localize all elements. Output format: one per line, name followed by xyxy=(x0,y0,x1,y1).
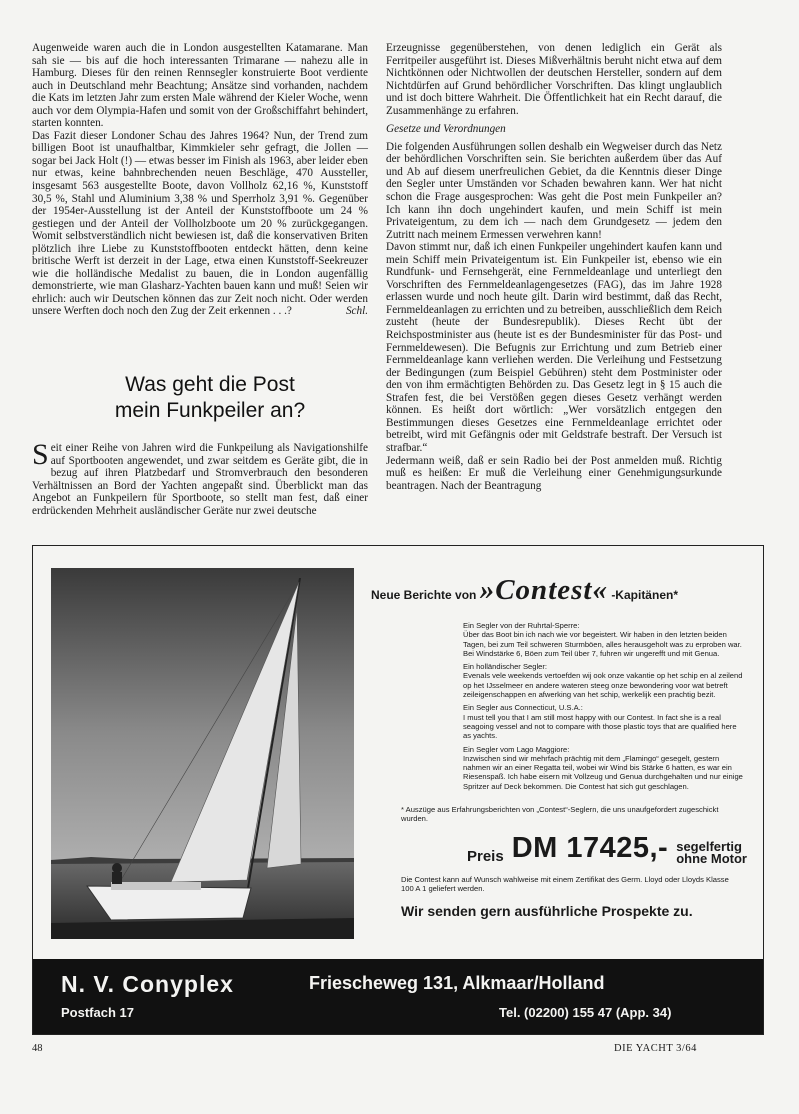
page-number: 48 xyxy=(32,1043,43,1054)
contest-advertisement xyxy=(32,545,764,1035)
article-paragraph: Davon stimmt nur, daß ich einen Funkpeiler ungehindert kaufen kann und mein Schiff mein Privateigentum ist. Ein Funkpeiler ist, ebenso wie ein Rundfunk- und Fernsehgerät, eine Fernmeldeanlage und unterliegt den Vorschriften des Fernmeldeanlagengesetzes (FAG), das im Jahre 1928 erlassen wurde und noch heute gilt. Darin wird bestimmt, daß das Recht, Fernmeldeanlagen zu errichten und zu betreiben, ausschließlich dem Reich zusteht (heute der Bundesrepublik). Dieses Recht übt der Reichspostminister aus (heute ist es der Bundesminister für das Post- und Fernmeldewesen). Die Befugnis zur Errichtung und zum Betrieb einer Fernmeldeanlage kann verliehen werden. Die Verleihung und Festsetzung der Bedingungen (zum Beispiel Gebühren) steht dem Postminister oder den von ihm ermächtigten Behörden zu. Das Gesetz legt in § 15 auch die Strafen fest, die bei Verstößen gegen dieses Gesetz verhängt werden können. Es heißt dort wörtlich: „Wer vorsätzlich entgegen den Bestimmungen dieses Gesetzes eine Fernmeldeanlage errichtet oder betreibt, wird mit Gefängnis oder mit Geldstrafe bestraft. Der Versuch ist strafbar.“ xyxy=(386,241,722,454)
testimonial-author: Ein Segler aus Connecticut, U.S.A.: xyxy=(463,703,583,713)
ad-headline xyxy=(371,574,751,607)
article-paragraph-text: Das Fazit dieser Londoner Schau des Jahres 1964? Nun, der Trend zum billigen Boot ist unaufhaltbar, Kimmkieler sehr gefragt, die Jollen — sogar bei Jack Holt (!) — etwas besser im Finish als 1963, aber leider eben nur etwas, keine bahnbrechenden neuen Beschläge, 470 Aussteller, insgesamt 563 ausgestellte Boote, davon Vollholz 62,16 %, Kunststoff 30,5 %, Stahl und Aluminium 3,38 % und Sperrholz 3,91 %. Gegenüber der 1954er-Ausstellung ist der Anteil der Kunststoffboote um 24 % gestiegen und der Anteil der Vollholzboote um 20 % zurückgegangen. Womit selbstverständlich nicht bewiesen ist, daß die konservativen Briten plötzlich ihre Liebe zu Kunststoffbooten entdeckt hätten, denn keine britische Werft ist derzeit in der Lage, etwa einen Kunststoff-Seekreuzer wie die holländische Medalist zu bauen, die in London augenfällig demonstrierte, wie man Glasharz-Yachten bauen kann und muß! Seien wir ehrlich: auch wir Deutschen können das zur Zeit noch nicht. Oder werden unsere Werften doch noch den Zug der Zeit erkennen . . .? xyxy=(32,129,368,318)
article-paragraph: Die folgenden Ausführungen sollen deshalb ein Wegweiser durch das Netz der behördlichen Vorschriften sein. Sie berichten außerdem über das Auf und Ab auf diesem unerfreulichen Gebiet, da die Kenntnis dieser Dinge den Segler unter Umständen vor Schaden bewahren kann. Wer hat nicht schon die Frage ausgesprochen: Was geht die Post mein Funkpeiler an? Ich kann ihn doch ungehindert kaufen, und mein Schiff ist mein Privateigentum, zu dem ich — nach dem Grundgesetz — jedem den Zutritt nach meinem Ermessen verwehren kann! xyxy=(386,140,722,241)
right-article-column xyxy=(386,42,722,492)
testimonial-text: Über das Boot bin ich nach wie vor begeistert. Wir haben in den letzten beiden Tagen, bei zum Teil schweren Sturmböen, alles herausgeholt was zu erproben war. Bei Windstärke 6, Böen zum Teil über 7, fuhren wir ungerefft und mit Genua. xyxy=(463,630,742,658)
testimonial xyxy=(463,703,743,740)
quote-open: » xyxy=(479,574,496,606)
lead-text: eit einer Reihe von Jahren wird die Funkpeilung als Navigationshilfe auf Sportbooten angewendet, und zwar seitdem es Geräte gibt, die in bezug auf ihren Platzbedarf und Stromverbrauch den besonderen Verhältnissen an Bord der Yachten angepaßt sind. Überblickt man das Angebot an Funkpeilern für Sportboote, so stellt man fest, daß einer erdrückenden Mehrheit ausländischer Geräte nur zwei deutsche xyxy=(32,442,368,517)
testimonial-text: I must tell you that I am still most happy with our Contest. In fact she is a real seagoing vessel and not to compare with those plastic toys that are qualified here as yachts. xyxy=(463,712,737,741)
price-block xyxy=(467,832,751,865)
contest-logo: Contest xyxy=(495,574,593,606)
testimonial xyxy=(463,662,743,699)
article-lead xyxy=(32,438,368,517)
ad-copy xyxy=(371,574,751,919)
company-phone: Tel. (02200) 155 47 (App. 34) xyxy=(499,1005,672,1020)
left-article-column xyxy=(32,42,368,318)
price-note xyxy=(676,838,747,866)
company-bar xyxy=(33,959,763,1034)
article-paragraph xyxy=(32,130,368,318)
price-note-line: segelfertig xyxy=(676,838,742,854)
testimonial-author: Ein Segler von der Ruhrtal-Sperre: xyxy=(463,621,580,630)
ad-footnote: * Auszüge aus Erfahrungsberichten von „Contest“-Seglern, die uns unaufgefordert zugeschickt wurden. xyxy=(401,805,719,824)
journal-issue: DIE YACHT 3/64 xyxy=(614,1043,697,1054)
prospect-offer: Wir senden gern ausführliche Prospekte zu. xyxy=(401,903,693,920)
headline-line-2: mein Funkpeiler an? xyxy=(114,399,306,422)
quote-close: « xyxy=(592,574,608,606)
company-address: Friescheweg 131, Alkmaar/Holland xyxy=(309,973,605,993)
company-postbox: Postfach 17 xyxy=(61,1005,134,1020)
article-paragraph: Erzeugnisse gegenüberstehen, von denen lediglich ein Gerät als Ferritpeiler ausgeführt ist. Dieses Mißverhältnis beruht nicht etwa auf dem Nichtkönnen oder Nichtwollen der deutschen Hersteller, sondern auf dem Nichtdürfen auf Grund behördlicher Vorschriften. Das klingt unglaublich und ist doch bittere Wahrheit. Die Öffentlichkeit hat ein Recht darauf, die Zusammenhänge zu erfahren. xyxy=(386,42,722,117)
section-subheading: Gesetze und Verordnungen xyxy=(386,123,506,136)
ad-headline-suffix: -Kapitänen* xyxy=(611,588,678,602)
testimonial-text: Inzwischen sind wir mehrfach prächtig mit dem „Flamingo“ gesegelt, gestern nahmen wir an einer Regatta teil, wobei wir Wind bis Stärke 6 hatten, es war ein Riesenspaß. Ich habe eisern mit Vollzeug und Genua durchgehalten und nur einige Spritzer auf Deck bekommen. Die Contest hat sich gut geschlagen. xyxy=(463,753,743,791)
certificate-note: Die Contest kann auf Wunsch wahlweise mit einem Zertifikat des Germ. Lloyd oder Lloyds Klasse 100 A 1 geliefert werden. xyxy=(401,874,729,893)
testimonial-author: Ein Segler vom Lago Maggiore: xyxy=(463,744,570,754)
testimonial-text: Evenals vele weekends vertoefden wij ook onze vakantie op het schip en al zeilend op het IJsselmeer en andere wateren steeg onze bewondering voor wat betreft zeileigenschappen en afwerking van het schip, werkelijk een prachtig bezit. xyxy=(463,671,743,700)
author-signature: Schl. xyxy=(345,305,368,318)
testimonial-list xyxy=(463,621,743,791)
ad-headline-prefix: Neue Berichte von xyxy=(371,588,477,602)
article-headline xyxy=(70,372,350,424)
price-value: DM 17425,- xyxy=(511,831,669,864)
article-paragraph: Augenweide waren auch die in London ausgestellten Katamarane. Man sah sie — bis auf die hoch interessanten Trimarane — nahezu alle in Hamburg. Dieses für den reinen Rennsegler konstruierte Boot verdiente auch in Deutschland mehr Beachtung; Ansätze sind vorhanden, nachdem die Kats im letzten Jahr zum ersten Male während der Kieler Woche, wenn auch vor dem Olympia-Hafen und somit von der Großschiffahrt behindert, starten konnten. xyxy=(32,42,368,130)
headline-line-1: Was geht die Post xyxy=(125,373,295,396)
article-paragraph: Jedermann weiß, daß er sein Radio bei der Post anmelden muß. Richtig muß es heißen: Er muß die Verleihung einer Genehmigungsurkunde beantragen. Nach der Beantragung xyxy=(386,454,722,492)
price-note-line: ohne Motor xyxy=(676,850,747,866)
sailboat-photo xyxy=(51,568,354,939)
testimonial-author: Ein holländischer Segler: xyxy=(463,662,548,672)
testimonial xyxy=(463,621,743,658)
testimonial xyxy=(463,745,743,791)
price-label: Preis xyxy=(467,847,504,865)
drop-cap: S xyxy=(32,438,49,471)
company-name: N. V. Conyplex xyxy=(61,971,234,997)
